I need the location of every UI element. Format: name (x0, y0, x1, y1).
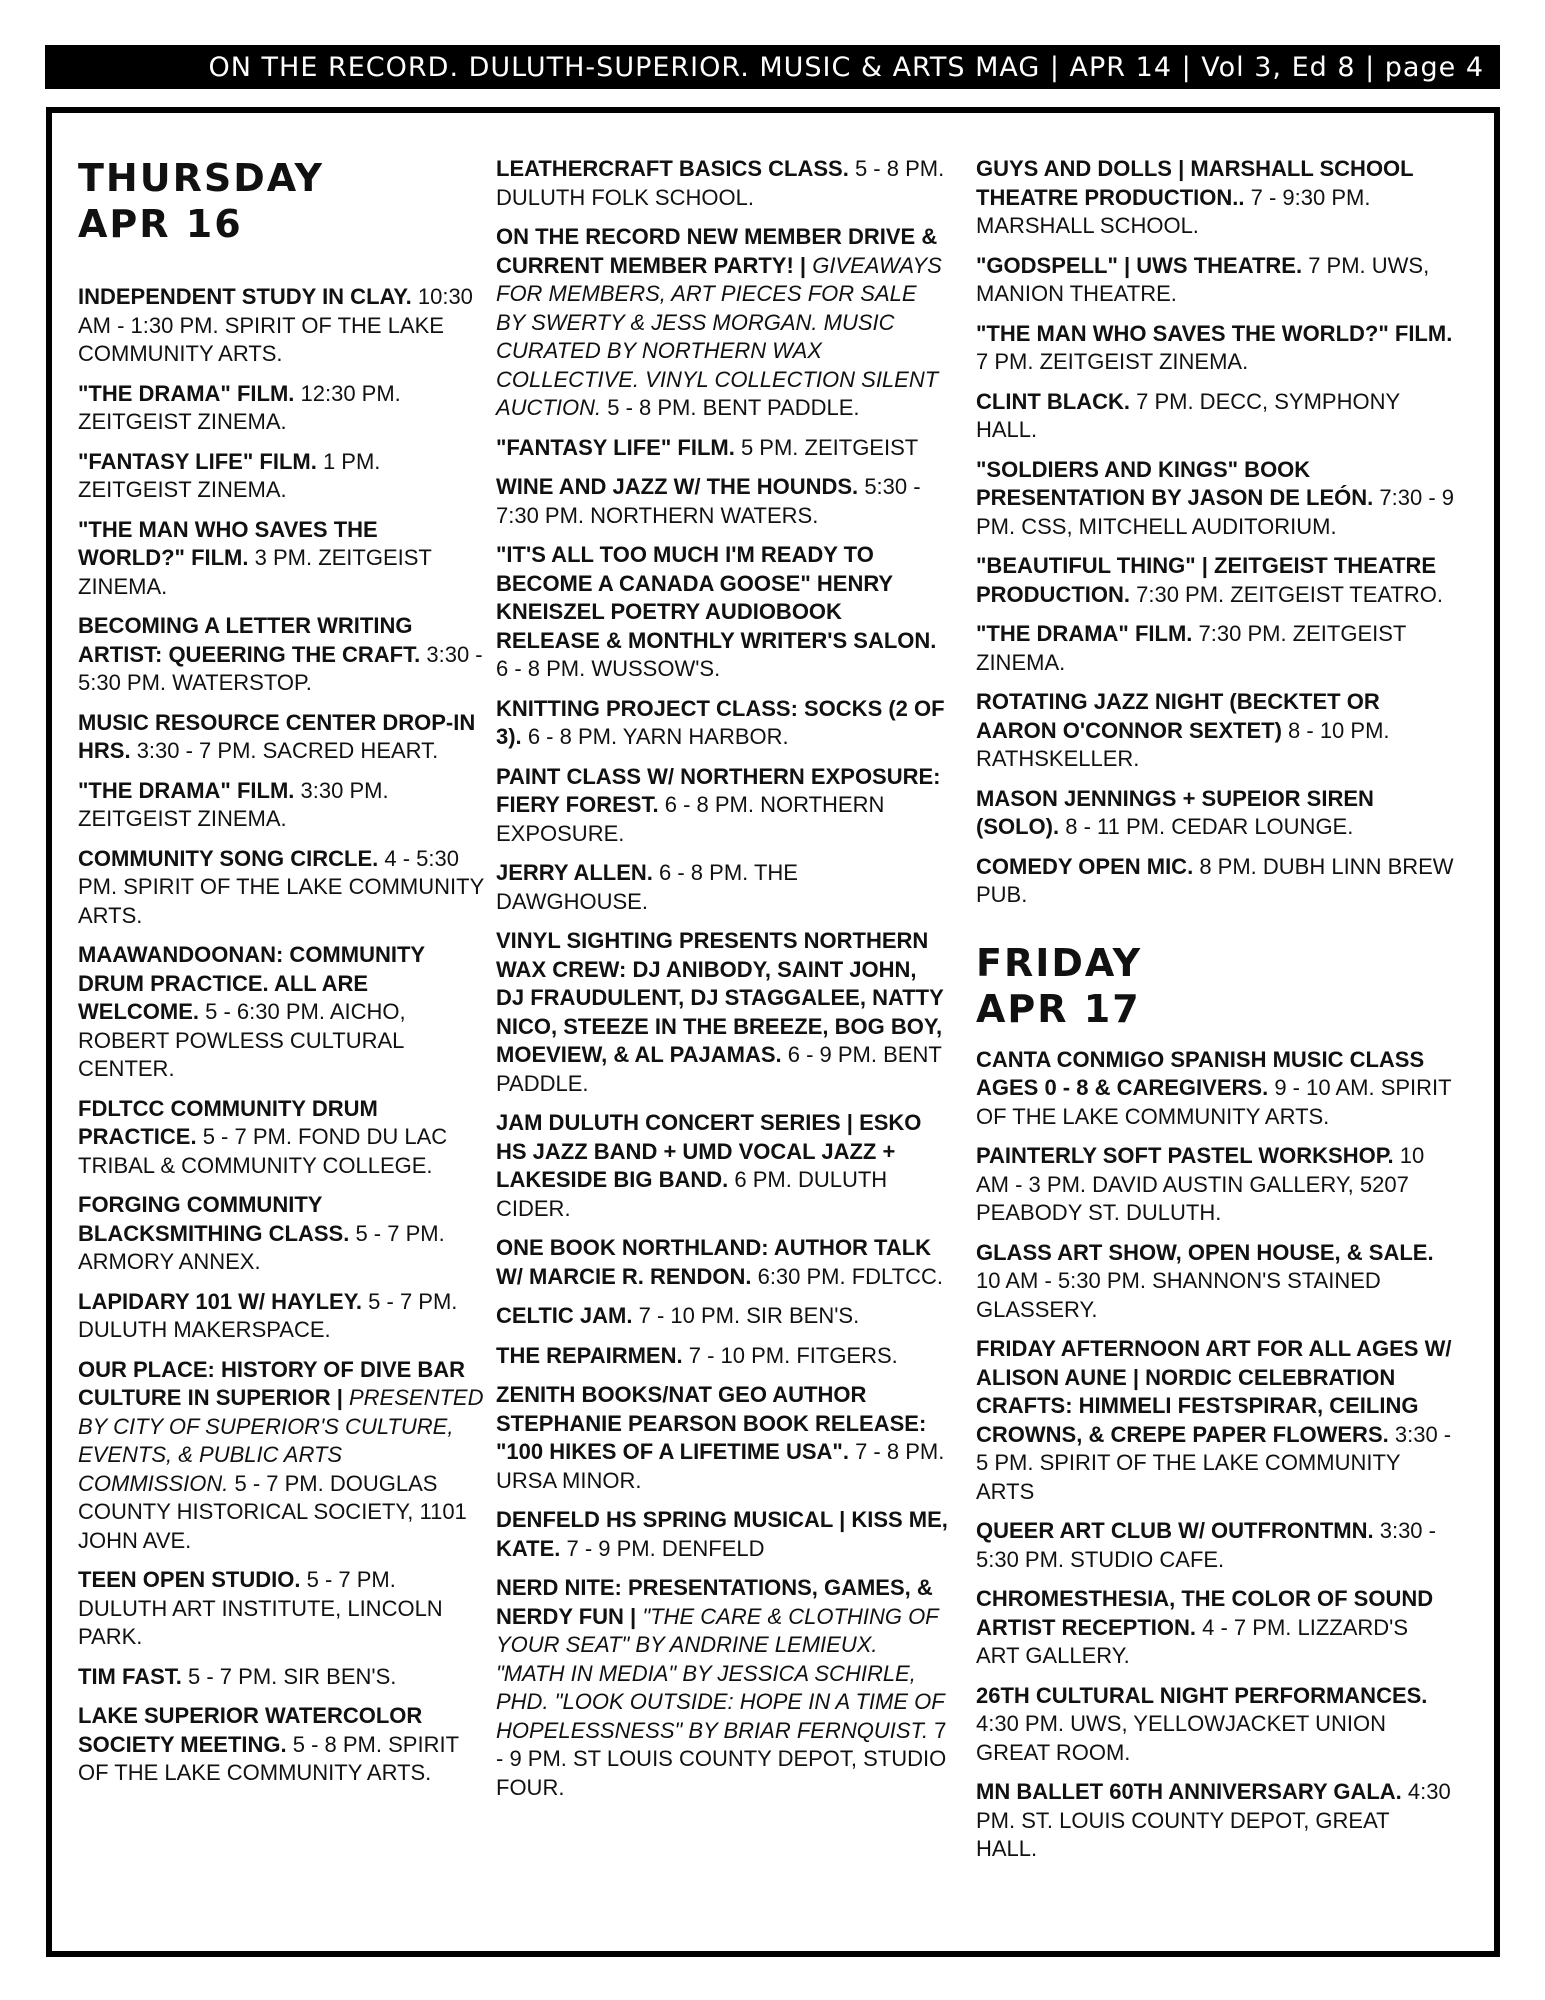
event-info: 7 - 10 PM. SIR BEN'S. (638, 1303, 860, 1328)
event-info: 7:30 PM. ZEITGEIST TEATRO. (1136, 581, 1443, 607)
event-title: GUYS AND DOLLS | MARSHALL SCHOOL THEATRE PRODUCTION.. (976, 156, 1414, 210)
event-info: 5 - 8 PM. SPIRIT OF THE LAKE COMMUNITY ARTS. (78, 1731, 459, 1785)
event-info: 5 - 7 PM. SIR BEN'S. (188, 1663, 397, 1689)
event-info: 6:30 PM. FDLTCC. (757, 1263, 943, 1289)
event-item (78, 1702, 488, 1788)
event-title: THE REPAIRMEN. (496, 1342, 683, 1368)
event-title: CELTIC JAM. (496, 1303, 633, 1328)
event-item (976, 1778, 1456, 1864)
event-info: 10 AM - 3 PM. DAVID AUSTIN GALLERY, 5207 PEABODY ST. DULUTH. (976, 1143, 1425, 1225)
event-info: 3:30 - 5 PM. SPIRIT OF THE LAKE COMMUNITY ARTS (976, 1421, 1452, 1504)
event-title: ON THE RECORD NEW MEMBER DRIVE & CURRENT MEMBER PARTY! | (496, 224, 938, 278)
event-description: "THE CARE & CLOTHING OF YOUR SEAT" BY ANDRINE LEMIEUX. "MATH IN MEDIA" BY JESSICA SCHIRLE, PHD. "LOOK OUTSIDE: HOPE IN A TIME OF HOPELESSNESS" BY BRIAR FERNQUIST. (496, 1603, 945, 1743)
event-item (976, 620, 1456, 677)
event-item (976, 320, 1456, 377)
event-info: 6 - 9 PM. BENT PADDLE. (496, 1042, 942, 1096)
event-info: 7 - 9:30 PM. MARSHALL SCHOOL. (976, 184, 1371, 238)
event-title: "FANTASY LIFE" FILM. (496, 434, 735, 460)
event-item (78, 1356, 488, 1556)
event-title: MAAWANDOONAN: COMMUNITY DRUM PRACTICE. ALL ARE WELCOME. (78, 942, 425, 1024)
event-item (496, 223, 948, 423)
event-title: 26TH CULTURAL NIGHT PERFORMANCES. (976, 1682, 1428, 1708)
event-info: 1 PM. ZEITGEIST ZINEMA. (78, 448, 381, 502)
event-item (78, 448, 488, 505)
event-info: 3 PM. ZEITGEIST ZINEMA. (78, 545, 432, 599)
day-heading-weekday: FRIDAY (976, 940, 1143, 985)
event-title: INDEPENDENT STUDY IN CLAY. (78, 284, 412, 309)
event-info: 7 PM. ZEITGEIST ZINEMA. (976, 349, 1249, 374)
event-info: 5:30 - 7:30 PM. NORTHERN WATERS. (496, 474, 921, 528)
event-item (976, 853, 1456, 910)
event-item (976, 785, 1456, 842)
event-info: 6 - 8 PM. WUSSOW'S. (496, 656, 721, 681)
day-heading-date: APR 17 (976, 986, 1141, 1031)
event-item (496, 541, 948, 684)
event-title: "THE DRAMA" FILM. (976, 621, 1193, 646)
event-title: MUSIC RESOURCE CENTER DROP-IN HRS. (78, 709, 476, 763)
event-list (496, 155, 948, 1802)
event-item (78, 1288, 488, 1345)
event-item (976, 688, 1456, 774)
event-item (496, 1109, 948, 1223)
event-title: FRIDAY AFTERNOON ART FOR ALL AGES W/ ALISON AUNE | NORDIC CELEBRATION CRAFTS: HIMMELI FESTSPIRAR, CEILING CROWNS, & CREPE PAPER FLOWERS. (976, 1336, 1452, 1447)
event-title: MASON JENNINGS + SUPEIOR SIREN (SOLO). (976, 785, 1374, 839)
event-title: COMMUNITY SONG CIRCLE. (78, 845, 379, 871)
event-info: 3:30 - 5:30 PM. WATERSTOP. (78, 641, 483, 695)
event-item (976, 1335, 1456, 1506)
event-title: CLINT BLACK. (976, 388, 1130, 414)
event-item (496, 1302, 948, 1331)
event-title: JAM DULUTH CONCERT SERIES | ESKO HS JAZZ BAND + UMD VOCAL JAZZ + LAKESIDE BIG BAND. (496, 1110, 922, 1192)
event-item (496, 695, 948, 752)
event-item (496, 155, 948, 212)
event-info: 8 - 11 PM. CEDAR LOUNGE. (1065, 814, 1354, 839)
day-heading-thursday (78, 155, 488, 247)
column-3 (976, 155, 1456, 1875)
event-title: "BEAUTIFUL THING" | ZEITGEIST THEATRE PRODUCTION. (976, 553, 1437, 607)
event-title: GLASS ART SHOW, OPEN HOUSE, & SALE. (976, 1239, 1434, 1265)
event-item (496, 927, 948, 1098)
event-info: 5 - 7 PM. DULUTH ART INSTITUTE, LINCOLN PARK. (78, 1567, 443, 1649)
event-item (976, 1682, 1456, 1768)
event-description: GIVEAWAYS FOR MEMBERS, ART PIECES FOR SALE BY SWERTY & JESS MORGAN. MUSIC CURATED BY NORTHERN WAX COLLECTIVE. VINYL COLLECTION SILENT AUCTION. (496, 252, 942, 420)
event-title: MN BALLET 60TH ANNIVERSARY GALA. (976, 1779, 1402, 1804)
event-item (496, 1381, 948, 1495)
event-info: 7 - 10 PM. FITGERS. (688, 1342, 898, 1368)
event-title: ZENITH BOOKS/NAT GEO AUTHOR STEPHANIE PEARSON BOOK RELEASE: "100 HIKES OF A LIFETIME USA". (496, 1382, 927, 1464)
header-text: ON THE RECORD. DULUTH-SUPERIOR. MUSIC & ARTS MAG | APR 14 | Vol 3, Ed 8 | page 4 (208, 51, 1484, 83)
event-title: COMEDY OPEN MIC. (976, 853, 1194, 879)
event-item (78, 1095, 488, 1181)
event-item (78, 516, 488, 602)
event-info: 7:30 PM. ZEITGEIST ZINEMA. (976, 621, 1406, 675)
event-title: TEEN OPEN STUDIO. (78, 1567, 301, 1592)
event-title: ONE BOOK NORTHLAND: AUTHOR TALK W/ MARCIE R. RENDON. (496, 1235, 932, 1289)
event-item (78, 1191, 488, 1277)
event-item (976, 552, 1456, 609)
event-info: 5 - 7 PM. DOUGLAS COUNTY HISTORICAL SOCIETY, 1101 JOHN AVE. (78, 1470, 467, 1553)
event-title: NERD NITE: PRESENTATIONS, GAMES, & NERDY FUN | (496, 1575, 933, 1629)
event-description: PRESENTED BY CITY OF SUPERIOR'S CULTURE, EVENTS, & PUBLIC ARTS COMMISSION. (78, 1385, 484, 1496)
event-title: ROTATING JAZZ NIGHT (BECKTET OR AARON O'CONNOR SEXTET) (976, 689, 1380, 743)
event-info: 7 PM. DECC, SYMPHONY HALL. (976, 388, 1400, 442)
event-item (78, 612, 488, 698)
event-info: 8 - 10 PM. RATHSKELLER. (976, 717, 1390, 771)
event-info: 5 - 7 PM. ARMORY ANNEX. (78, 1220, 445, 1274)
event-title: QUEER ART CLUB W/ OUTFRONTMN. (976, 1518, 1374, 1543)
event-info: 6 - 8 PM. THE DAWGHOUSE. (496, 860, 798, 914)
event-item (976, 1517, 1456, 1574)
event-info: 7 PM. UWS, MANION THEATRE. (976, 252, 1430, 306)
event-title: FORGING COMMUNITY BLACKSMITHING CLASS. (78, 1192, 350, 1246)
event-title: BECOMING A LETTER WRITING ARTIST: QUEERING THE CRAFT. (78, 613, 421, 667)
event-info: 10 AM - 5:30 PM. SHANNON'S STAINED GLASSERY. (976, 1268, 1381, 1322)
event-info: 5 - 7 PM. DULUTH MAKERSPACE. (78, 1288, 458, 1342)
event-info: 6 - 8 PM. NORTHERN EXPOSURE. (496, 792, 885, 846)
event-title: TIM FAST. (78, 1663, 182, 1689)
event-info: 8 PM. DUBH LINN BREW PUB. (976, 853, 1454, 907)
event-info: 7 - 9 PM. ST LOUIS COUNTY DEPOT, STUDIO FOUR. (496, 1717, 947, 1800)
event-title: FDLTCC COMMUNITY DRUM PRACTICE. (78, 1095, 378, 1149)
event-item (976, 252, 1456, 309)
event-item (976, 155, 1456, 241)
event-item (976, 1239, 1456, 1325)
event-title: LEATHERCRAFT BASICS CLASS. (496, 156, 849, 181)
event-item (496, 1506, 948, 1563)
event-list (78, 283, 488, 1788)
event-info: 4 - 7 PM. LIZZARD'S ART GALLERY. (976, 1614, 1409, 1668)
event-item (78, 709, 488, 766)
event-title: WINE AND JAZZ W/ THE HOUNDS. (496, 474, 859, 499)
event-item (496, 473, 948, 530)
column-2 (496, 155, 948, 1813)
event-title: LAPIDARY 101 W/ HAYLEY. (78, 1288, 363, 1314)
event-info: 3:30 - 5:30 PM. STUDIO CAFE. (976, 1518, 1436, 1572)
event-info: 5 - 6:30 PM. AICHO, ROBERT POWLESS CULTURAL CENTER. (78, 999, 406, 1081)
event-item (78, 845, 488, 931)
event-item (78, 1566, 488, 1652)
event-title: OUR PLACE: HISTORY OF DIVE BAR CULTURE IN SUPERIOR | (78, 1356, 466, 1410)
event-item (78, 283, 488, 369)
event-list (976, 155, 1456, 910)
event-title: DENFELD HS SPRING MUSICAL | KISS ME, KATE. (496, 1507, 948, 1561)
event-info: 12:30 PM. ZEITGEIST ZINEMA. (78, 380, 401, 434)
day-heading-friday (976, 940, 1456, 1032)
event-title: JERRY ALLEN. (496, 860, 653, 885)
event-item (496, 859, 948, 916)
event-title: LAKE SUPERIOR WATERCOLOR SOCIETY MEETING. (78, 1703, 423, 1757)
event-item (78, 941, 488, 1084)
event-item (976, 1585, 1456, 1671)
event-title: "THE DRAMA" FILM. (78, 380, 295, 406)
event-info: 4:30 PM. UWS, YELLOWJACKET UNION GREAT ROOM. (976, 1711, 1386, 1765)
event-list (976, 1046, 1456, 1864)
event-title: CANTA CONMIGO SPANISH MUSIC CLASS AGES 0 - 8 & CAREGIVERS. (976, 1046, 1425, 1100)
event-info: 6 - 8 PM. YARN HARBOR. (527, 724, 789, 749)
event-item (496, 1342, 948, 1371)
event-item (976, 1046, 1456, 1132)
event-title: PAINTERLY SOFT PASTEL WORKSHOP. (976, 1143, 1394, 1168)
event-title: "THE MAN WHO SAVES THE WORLD?" FILM. (976, 320, 1453, 346)
column-1 (78, 155, 488, 1799)
event-title: "FANTASY LIFE" FILM. (78, 448, 317, 474)
event-item (78, 380, 488, 437)
event-item (78, 777, 488, 834)
event-item (976, 1142, 1456, 1228)
event-info: 5 - 8 PM. BENT PADDLE. (607, 395, 860, 420)
event-title: "IT'S ALL TOO MUCH I'M READY TO BECOME A CANADA GOOSE" HENRY KNEISZEL POETRY AUDIOBOOK RELEASE & MONTHLY WRITER'S SALON. (496, 542, 937, 653)
event-info: 5 - 8 PM. DULUTH FOLK SCHOOL. (496, 156, 945, 210)
event-title: PAINT CLASS W/ NORTHERN EXPOSURE: FIERY FOREST. (496, 763, 941, 817)
event-info: 6 PM. DULUTH CIDER. (496, 1167, 888, 1221)
event-item (496, 1234, 948, 1291)
event-title: CHROMESTHESIA, THE COLOR OF SOUND ARTIST RECEPTION. (976, 1586, 1434, 1640)
event-title: "THE MAN WHO SAVES THE WORLD?" FILM. (78, 516, 378, 570)
header-bar (45, 45, 1500, 89)
day-heading-weekday: THURSDAY (78, 156, 325, 200)
event-info: 5 PM. ZEITGEIST (740, 434, 919, 460)
event-item (496, 434, 948, 463)
day-heading-date: APR 16 (78, 202, 243, 246)
event-item (976, 456, 1456, 542)
event-item (976, 388, 1456, 445)
event-info: 7 - 9 PM. DENFELD (566, 1535, 765, 1561)
event-title: "THE DRAMA" FILM. (78, 777, 295, 803)
event-info: 10:30 AM - 1:30 PM. SPIRIT OF THE LAKE COMMUNITY ARTS. (78, 284, 473, 366)
event-title: VINYL SIGHTING PRESENTS NORTHERN WAX CREW: DJ ANIBODY, SAINT JOHN, DJ FRAUDULENT, DJ STAGGALEE, NATTY NICO, STEEZE IN THE BREEZE, BOG BOY, MOEVIEW, & AL PAJAMAS. (496, 928, 944, 1067)
event-title: KNITTING PROJECT CLASS: SOCKS (2 OF 3). (496, 695, 945, 749)
event-info: 3:30 PM. ZEITGEIST ZINEMA. (78, 777, 389, 831)
event-info: 5 - 7 PM. FOND DU LAC TRIBAL & COMMUNITY COLLEGE. (78, 1124, 448, 1178)
event-info: 7 - 8 PM. URSA MINOR. (496, 1439, 945, 1493)
event-info: 4:30 PM. ST. LOUIS COUNTY DEPOT, GREAT HALL. (976, 1779, 1451, 1861)
event-info: 4 - 5:30 PM. SPIRIT OF THE LAKE COMMUNITY ARTS. (78, 845, 484, 928)
event-info: 7:30 - 9 PM. CSS, MITCHELL AUDITORIUM. (976, 485, 1455, 539)
event-info: 9 - 10 AM. SPIRIT OF THE LAKE COMMUNITY ARTS. (976, 1075, 1452, 1129)
event-info: 3:30 - 7 PM. SACRED HEART. (136, 738, 439, 763)
event-title: "SOLDIERS AND KINGS" BOOK PRESENTATION BY JASON DE LEÓN. (976, 456, 1374, 510)
event-item (496, 763, 948, 849)
event-item (78, 1663, 488, 1692)
event-title: "GODSPELL" | UWS THEATRE. (976, 252, 1303, 278)
event-item (496, 1574, 948, 1802)
